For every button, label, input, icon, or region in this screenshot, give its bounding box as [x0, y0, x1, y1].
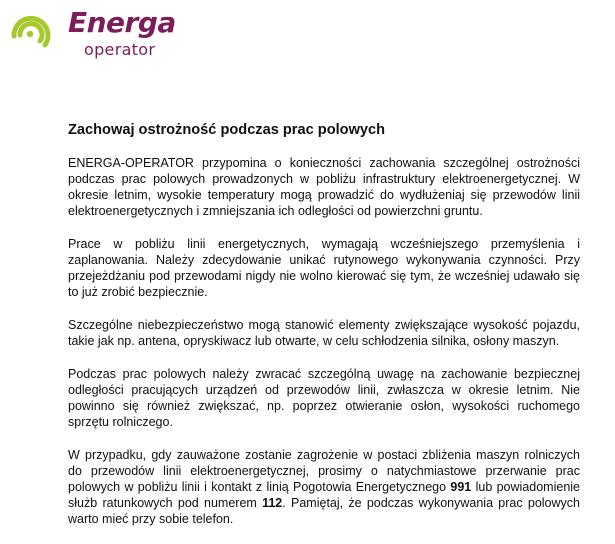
paragraph-5-text-1: W przypadku, gdy zauważone zostanie zagrożenie w postaci zbliżenia maszyn rolniczych do przewodów linii elektroenergetycznej, prosimy o natychmiastowe przerwanie prac polowych w pobliżu linii i kontakt z linią Pogotowia Energetycznego [68, 448, 580, 494]
paragraph-3: Szczególne niebezpieczeństwo mogą stanowić elementy zwiększające wysokość pojazdu, takie jak np. antena, opryskiwacz lub otwarte, w celu schłodzenia silnika, osłony maszyn. [68, 318, 580, 348]
emergency-phone-112: 112 [262, 496, 283, 510]
article-title: Zachowaj ostrożność podczas prac polowych [68, 122, 386, 138]
paragraph-2: Prace w pobliżu linii energetycznych, wymagają wcześniejszego przemyślenia i zaplanowania. Należy zdecydowanie unikać rutynowego wykonywania czynności. Przy przejeżdżaniu pod przewodami nigdy nie wolno kierować się tym, że wcześniej udawało się to już zrobić bezpiecznie. [68, 237, 580, 299]
energa-logo-icon [6, 6, 56, 56]
paragraph-4: Podczas prac polowych należy zwracać szczególną uwagę na zachowanie bezpiecznej odległości pracujących urządzeń od przewodów linii, zwłaszcza w okresie letnim. Nie powinno się również zwiększać, np. poprzez otwieranie osłon, wysokości ruchomego sprzętu rolniczego. [68, 367, 580, 429]
paragraph-1: ENERGA-OPERATOR przypomina o konieczności zachowania szczególnej ostrożności podczas prac polowych prowadzonych w pobliżu infrastruktury elektroenergetycznej. W okresie letnim, wysokie temperatury mogą prowadzić do wydłużeniaj się przewodów linii elektroenergetycznych i zmniejszania ich odległości od powierzchni gruntu. [68, 156, 580, 218]
paragraph-5 [68, 447, 580, 527]
paragraph-5-text-2: lub powiadomienie służb ratunkowych pod numerem [68, 480, 580, 510]
article [68, 121, 580, 544]
paragraph-5-text-3: . Pamiętaj, że podczas wykonywania prac polowych warto mieć przy sobie telefon. [68, 496, 580, 526]
emergency-phone-991: 991 [450, 480, 472, 494]
brand-subtitle: operator [84, 40, 156, 59]
brand-name: Energa [68, 6, 176, 39]
header [0, 0, 615, 80]
